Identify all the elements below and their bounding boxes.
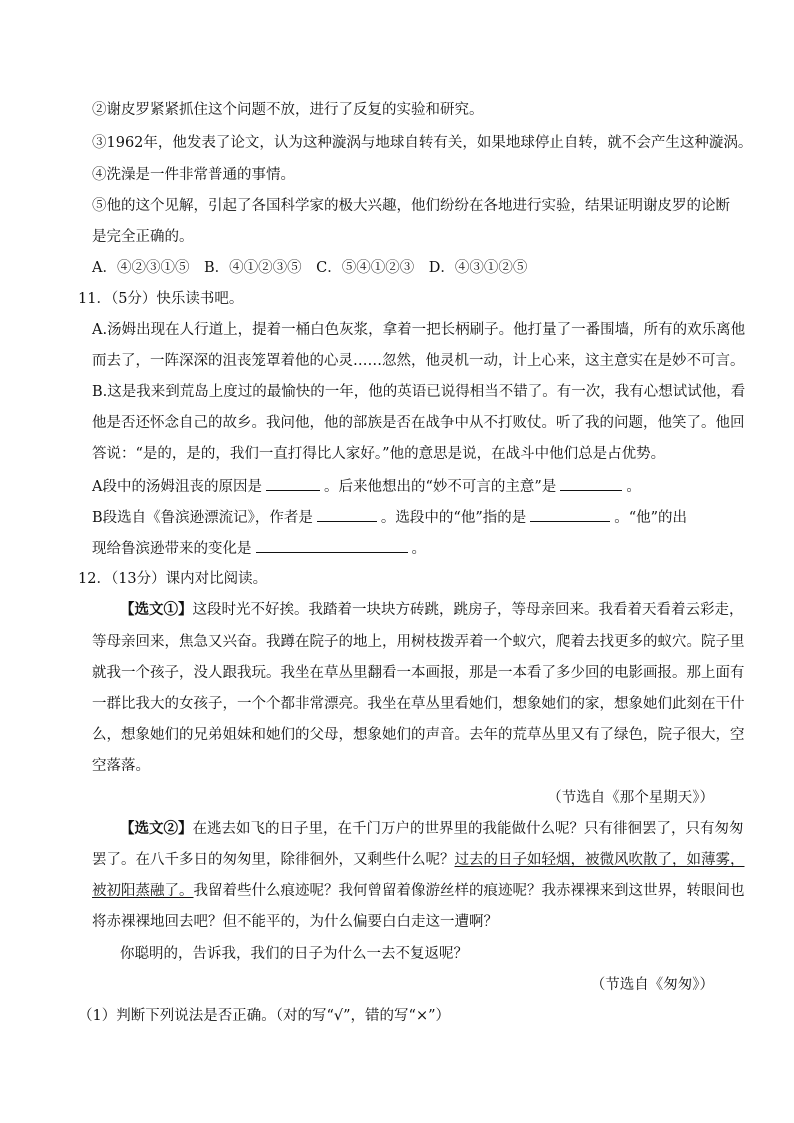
excerpt-1-line-6: 空落落。 [92, 758, 150, 774]
answer-blank[interactable] [530, 507, 610, 522]
answer-blank[interactable] [560, 476, 622, 491]
excerpt-1-line-3: 就我一个孩子，没人跟我玩。我坐在草丛里翻看一本画报，那是一本看了多少回的电影画报。那上面有 [92, 665, 745, 681]
excerpt-text: 这段时光不好挨。我踏着一块块方砖跳，跳房子，等母亲回来。我看着天看着云彩走， [192, 602, 744, 618]
excerpt-2-source: （节选自《匆匆》） [590, 977, 714, 993]
fill-text: 。 [411, 541, 426, 557]
fill-text: A段中的汤姆沮丧的原因是 [92, 479, 262, 495]
excerpt-2-line-3 [92, 881, 745, 901]
excerpt-2-tag: 【选文②】 [120, 820, 193, 837]
fill-text: 。选段中的“他”指的是 [380, 510, 527, 526]
sentence-3: ③1962年，他发表了论文，认为这种漩涡与地球自转有关，如果地球停止自转，就不会产生这种漩涡。 [92, 135, 753, 151]
answer-blank[interactable] [317, 507, 377, 522]
excerpt-1-line-1 [120, 600, 744, 620]
sentence-5-line-1: ⑤他的这个见解，引起了各国科学家的极大兴趣，他们纷纷在各地进行实验，结果证明谢皮罗的论断 [92, 198, 730, 214]
q11-heading: 11．（5分）快乐读书吧。 [78, 291, 244, 307]
q11-fill-line-1 [92, 476, 641, 497]
q11-fill-line-3 [92, 538, 426, 559]
q12-sub-question-1: （1）判断下列说法是否正确。（对的写“√”，错的写“×”） [78, 1008, 451, 1024]
excerpt-text: 我留着些什么痕迹呢？我何曾留着像游丝样的痕迹呢？我赤裸裸来到这世界，转眼间也 [193, 883, 745, 899]
answer-blank[interactable] [266, 476, 320, 491]
excerpt-2-line-4: 将赤裸裸地回去吧？但不能平的，为什么偏要白白走这一遭啊？ [92, 914, 498, 930]
fill-text: 。“他”的出 [614, 510, 688, 526]
q11-passage-b-line-2: 他是否还怀念自己的故乡。我问他，他的部族是否在战争中从不打败仗。听了我的问题，他笑了。他回 [92, 415, 745, 431]
underlined-sentence: 过去的日子如轻烟，被微风吹散了，如薄雾， [454, 852, 745, 868]
q11-passage-b-line-1: B.这是我来到荒岛上度过的最愉快的一年，他的英语已说得相当不错了。有一次，我有心想试试他，看 [92, 384, 746, 400]
fill-text: 。 [626, 479, 641, 495]
q11-passage-a-line-2: 而去了，一阵深深的沮丧笼罩着他的心灵……忽然，他灵机一动，计上心来，这主意实在是妙不可言。 [92, 353, 745, 369]
excerpt-2-line-1 [120, 819, 744, 839]
excerpt-text: 罢了。在八千多日的匆匆里，除徘徊外，又剩些什么呢？ [92, 852, 455, 868]
sentence-5-line-2: 是完全正确的。 [92, 229, 194, 245]
excerpt-1-line-5: 么，想象她们的兄弟姐妹和她们的父母，想象她们的声音。去年的荒草丛里又有了绿色，院子很大，空 [92, 727, 745, 743]
underlined-sentence: 被初阳蒸融了。 [92, 883, 194, 899]
excerpt-2-line-2 [92, 850, 745, 870]
excerpt-text: 在逃去如飞的日子里，在千门万户的世界里的我能做什么呢？只有徘徊罢了，只有匆匆 [192, 821, 744, 837]
excerpt-2-line-5: 你聪明的，告诉我，我们的日子为什么一去不复返呢？ [120, 946, 468, 962]
excerpt-1-line-4: 一群比我大的女孩子，一个个都非常漂亮。我坐在草丛里看她们，想象她们的家，想象她们此刻在干什 [92, 696, 745, 712]
q11-passage-a-line-1: A.汤姆出现在人行道上，提着一桶白色灰浆，拿着一把长柄刷子。他打量了一番围墙，所有的欢乐离他 [92, 322, 746, 338]
fill-text: 。后来他想出的“妙不可言的主意”是 [323, 479, 557, 495]
sentence-2: ②谢皮罗紧紧抓住这个问题不放，进行了反复的实验和研究。 [92, 102, 484, 118]
q11-fill-line-2 [92, 507, 687, 528]
q11-passage-b-line-3: 答说：“是的，是的，我们一直打得比人家好。”他的意思是说，在战斗中他们总是占优势。 [92, 446, 666, 462]
q12-heading: 12．（13分）课内对比阅读。 [78, 571, 268, 587]
fill-text: 现给鲁滨逊带来的变化是 [92, 541, 252, 557]
fill-text: B段选自《鲁滨逊漂流记》，作者是 [92, 510, 313, 526]
q10-options: A．④②③①⑤ B．④①②③⑤ C．⑤④①②③ D．④③①②⑤ [92, 260, 528, 276]
sentence-4: ④洗澡是一件非常普通的事情。 [92, 167, 295, 183]
answer-blank[interactable] [256, 538, 408, 553]
excerpt-1-tag: 【选文①】 [120, 601, 193, 618]
excerpt-1-line-2: 等母亲回来，焦急又兴奋。我蹲在院子的地上，用树枝拨弄着一个蚁穴，爬着去找更多的蚁穴。院子里 [92, 634, 745, 650]
excerpt-1-source: （节选自《那个星期天》） [547, 790, 714, 806]
